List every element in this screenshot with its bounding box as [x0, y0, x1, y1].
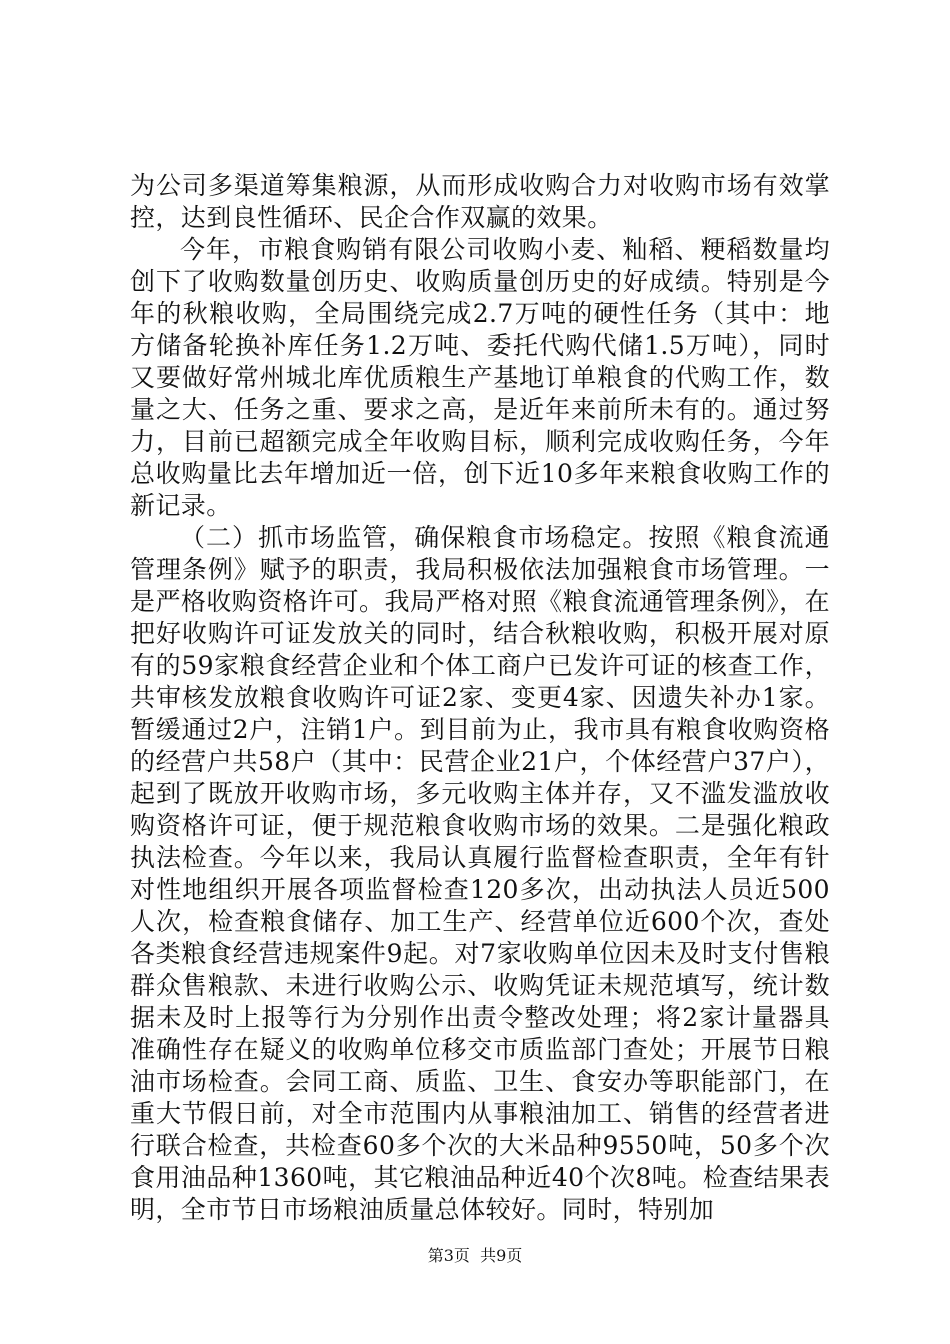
page-number: 第3页 共9页 [427, 1246, 523, 1265]
paragraph-continuation: 为公司多渠道筹集粮源，从而形成收购合力对收购市场有效掌控，达到良性循环、民企合作双赢的效果。 [130, 171, 830, 232]
paragraph-market-supervision: （二）抓市场监管，确保粮食市场稳定。按照《粮食流通管理条例》赋予的职责，我局积极依法加强粮食市场管理。一是严格收购资格许可。我局严格对照《粮食流通管理条例》，在把好收购许可证发放关的同时，结合秋粮收购，积极开展对原有的59家粮食经营企业和个体工商户已发许可证的核查工作，共审核发放粮食收购许可证2家、变更4家、因遗失补办1家。暂缓通过2户，注销1户。到目前为止，我市具有粮食收购资格的经营户共58户（其中：民营企业21户，个体经营户37户），起到了既放开收购市场，多元收购主体并存，又不滥发滥放收购资格许可证，便于规范粮食收购市场的效果。二是强化粮政执法检查。今年以来，我局认真履行监督检查职责，全年有针对性地组织开展各项监督检查120多次，出动执法人员近500人次，检查粮食储存、加工生产、经营单位近600个次，查处各类粮食经营违规案件9起。对7家收购单位因未及时支付售粮群众售粮款、未进行收购公示、收购凭证未规范填写，统计数据未及时上报等行为分别作出责令整改处理；将2家计量器具准确性存在疑义的收购单位移交市质监部门查处；开展节日粮油市场检查。会同工商、质监、卫生、食安办等职能部门，在重大节假日前，对全市范围内从事粮油加工、销售的经营者进行联合检查，共检查60多个次的大米品种9550吨，50多个次食用油品种1360吨，其它粮油品种近40个次8吨。检查结果表明，全市节日市场粮油质量总体较好。同时，特别加 [130, 523, 830, 1224]
paragraph-grain-purchase: 今年，市粮食购销有限公司收购小麦、籼稻、粳稻数量均创下了收购数量创历史、收购质量创历史的好成绩。特别是今年的秋粮收购，全局围绕完成2.7万吨的硬性任务（其中：地方储备轮换补库任务1.2万吨、委托代购代储1.5万吨），同时又要做好常州城北库优质粮生产基地订单粮食的代购工作，数量之大、任务之重、要求之高，是近年来前所未有的。通过努力，目前已超额完成全年收购目标，顺利完成收购任务，今年总收购量比去年增加近一倍，创下近10多年来粮食收购工作的新记录。 [130, 235, 830, 520]
document-body [130, 170, 830, 1226]
page-footer [0, 1246, 950, 1266]
